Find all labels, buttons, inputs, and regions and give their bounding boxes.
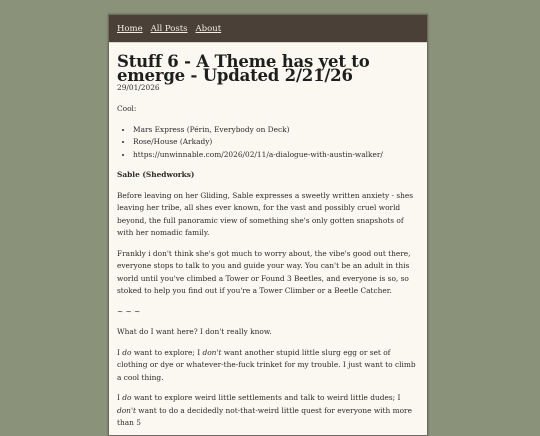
paragraph: What do I want here? I don't really know. [117,327,272,336]
text-span: I [117,393,123,402]
nav-home-link[interactable]: Home [117,23,143,34]
post-date: 29/01/2026 [117,83,160,92]
paragraph [117,392,418,430]
post-title: Stuff 6 - A Theme has yet to emerge - Updated 2/21/26 [117,52,370,85]
paragraph: Before leaving on her Gliding, Sable expresses a sweetly written anxiety - shes leaving her tribe, all shes ever known, for the vast and possibly cruel world beyond, the full panoramic view of something she's only gotten snapshots of with her nomadic family. [117,190,414,237]
emphasis: do [122,347,132,357]
post-content [109,43,427,430]
list-item: • Mars Express (Périn, Everybody on Deck) [133,124,418,137]
list-item: • Rose/House (Arkady) [133,136,418,149]
list-item: • https://unwinnable.com/2026/02/11/a-dialogue-with-austin-walker/ [133,149,418,162]
emphasis: do [122,393,132,402]
text-span: I [117,347,123,357]
nav-about-link[interactable]: About [195,23,222,34]
text-span: want to explore; I [131,347,203,357]
nav-all-posts-link[interactable]: All Posts [150,23,188,34]
text-span: want to explore weird little settlements and talk to weird little dudes; I [131,393,401,402]
paragraph [117,347,418,385]
page-container [108,14,428,436]
paragraph: Frankly i don't think she's got much to worry about, the vibe's good out there, everyone stops to talk to you and guide your way. You can't be an adult in this world until you've climbed a Tower or Found 3 Beetles, and everyone is so, so stoked to help you find out if you're a Tower Climber or a Beetle Catcher. [117,248,411,295]
intro-text: Cool: [117,104,137,113]
emphasis: don't [202,347,222,357]
text-span: want another stupid little slurg egg or set of clothing or dye or whatever-the-fuck trinket for my trouble. I just want to climb a cool thing. [117,347,416,382]
top-nav [109,15,427,43]
cool-list [117,124,418,162]
emphasis: don't [117,405,136,415]
separator: ~ ~ ~ [117,306,141,316]
section-heading: Sable (Shedworks) [117,170,195,179]
text-span: want to do a decidedly not-that-weird little quest for everyone with more than 5 [117,405,412,427]
